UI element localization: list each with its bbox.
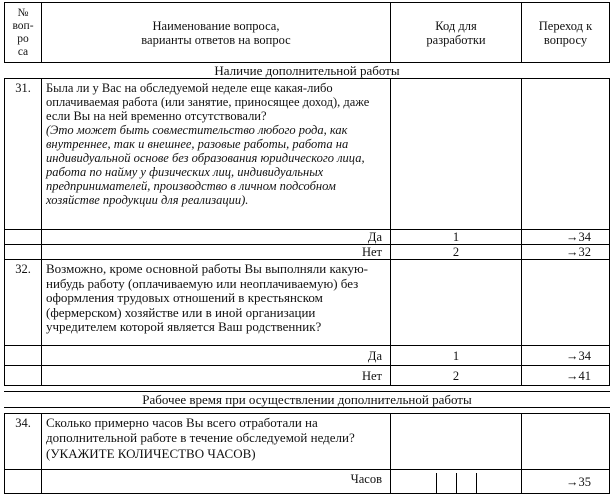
answer-code[interactable]: 1 (391, 346, 522, 366)
code-cell (391, 79, 522, 230)
code-cell (391, 414, 522, 470)
header-code: Код для разработки (391, 3, 522, 63)
question-number: 32. (5, 260, 42, 346)
answer-jump: →34 (522, 230, 610, 245)
question-text-cell (42, 79, 391, 230)
hours-entry-boxes[interactable] (391, 470, 522, 494)
answer-code[interactable]: 2 (391, 366, 522, 386)
question-instruction: (УКАЖИТЕ КОЛИЧЕСТВО ЧАСОВ) (46, 446, 256, 461)
table-header (5, 3, 610, 63)
question-text-cell (42, 260, 391, 346)
header-jump: Переход к вопросу (522, 3, 610, 63)
answer-jump: →34 (522, 346, 610, 366)
question-text: Сколько примерно часов Вы всего отработали на дополнительной работе в течение обследуемой недели? (46, 415, 355, 445)
answer-label: Нет (42, 245, 391, 260)
questionnaire-table (4, 2, 610, 494)
question-text: Была ли у Вас на обследуемой неделе еще какая-либо оплачиваемая работа (или занятие, приносящее доход), даже если Вы на ней временно отсутствовали? (46, 81, 370, 123)
jump-cell (522, 260, 610, 346)
section-title-1: Наличие дополнительной работы (5, 63, 610, 79)
question-number: 34. (5, 414, 42, 470)
answer-jump: →41 (522, 366, 610, 386)
question-text: Возможно, кроме основной работы Вы выполняли какую-нибудь работу (оплачиваемую или неоплачиваемую) без оформления трудовых отношений в крестьянском (фермерском) хозяйстве или в иной организации учредителем которой является Ваш родственник? (46, 261, 369, 334)
question-row-31 (5, 79, 610, 230)
answer-code[interactable]: 2 (391, 245, 522, 260)
answer-label: Часов (42, 470, 391, 494)
answer-label: Нет (42, 366, 391, 386)
question-number: 31. (5, 79, 42, 230)
question-note: (Это может быть совместительство любого рода, как внутреннее, так и внешнее, разовые работы, работа на индивидуальной основе без образования юридического лица, работа по найму у физических лиц, индивидуальных предпринимателей, производство в личном подсобном хозяйстве продукции для реализации). (46, 123, 365, 207)
answer-row (5, 245, 610, 260)
section-row (5, 63, 610, 79)
answer-code[interactable]: 1 (391, 230, 522, 245)
jump-cell (522, 79, 610, 230)
header-question (42, 3, 391, 63)
answer-row (5, 366, 610, 386)
answer-jump: →35 (522, 470, 610, 494)
header-question-line1: Наименование вопроса, (152, 18, 280, 33)
section-row (5, 392, 610, 408)
section-title-2: Рабочее время при осуществлении дополнительной работы (5, 392, 610, 408)
question-row-34 (5, 414, 610, 470)
code-cell (391, 260, 522, 346)
answer-jump: →32 (522, 245, 610, 260)
jump-cell (522, 414, 610, 470)
question-text-cell (42, 414, 391, 470)
answer-row (5, 230, 610, 245)
question-row-32 (5, 260, 610, 346)
answer-label: Да (42, 346, 391, 366)
answer-row (5, 346, 610, 366)
header-question-line2: варианты ответов на вопрос (141, 32, 291, 47)
header-num: № воп- ро са (5, 3, 42, 63)
digit-boxes[interactable] (436, 473, 476, 493)
answer-label: Да (42, 230, 391, 245)
answer-row (5, 470, 610, 494)
